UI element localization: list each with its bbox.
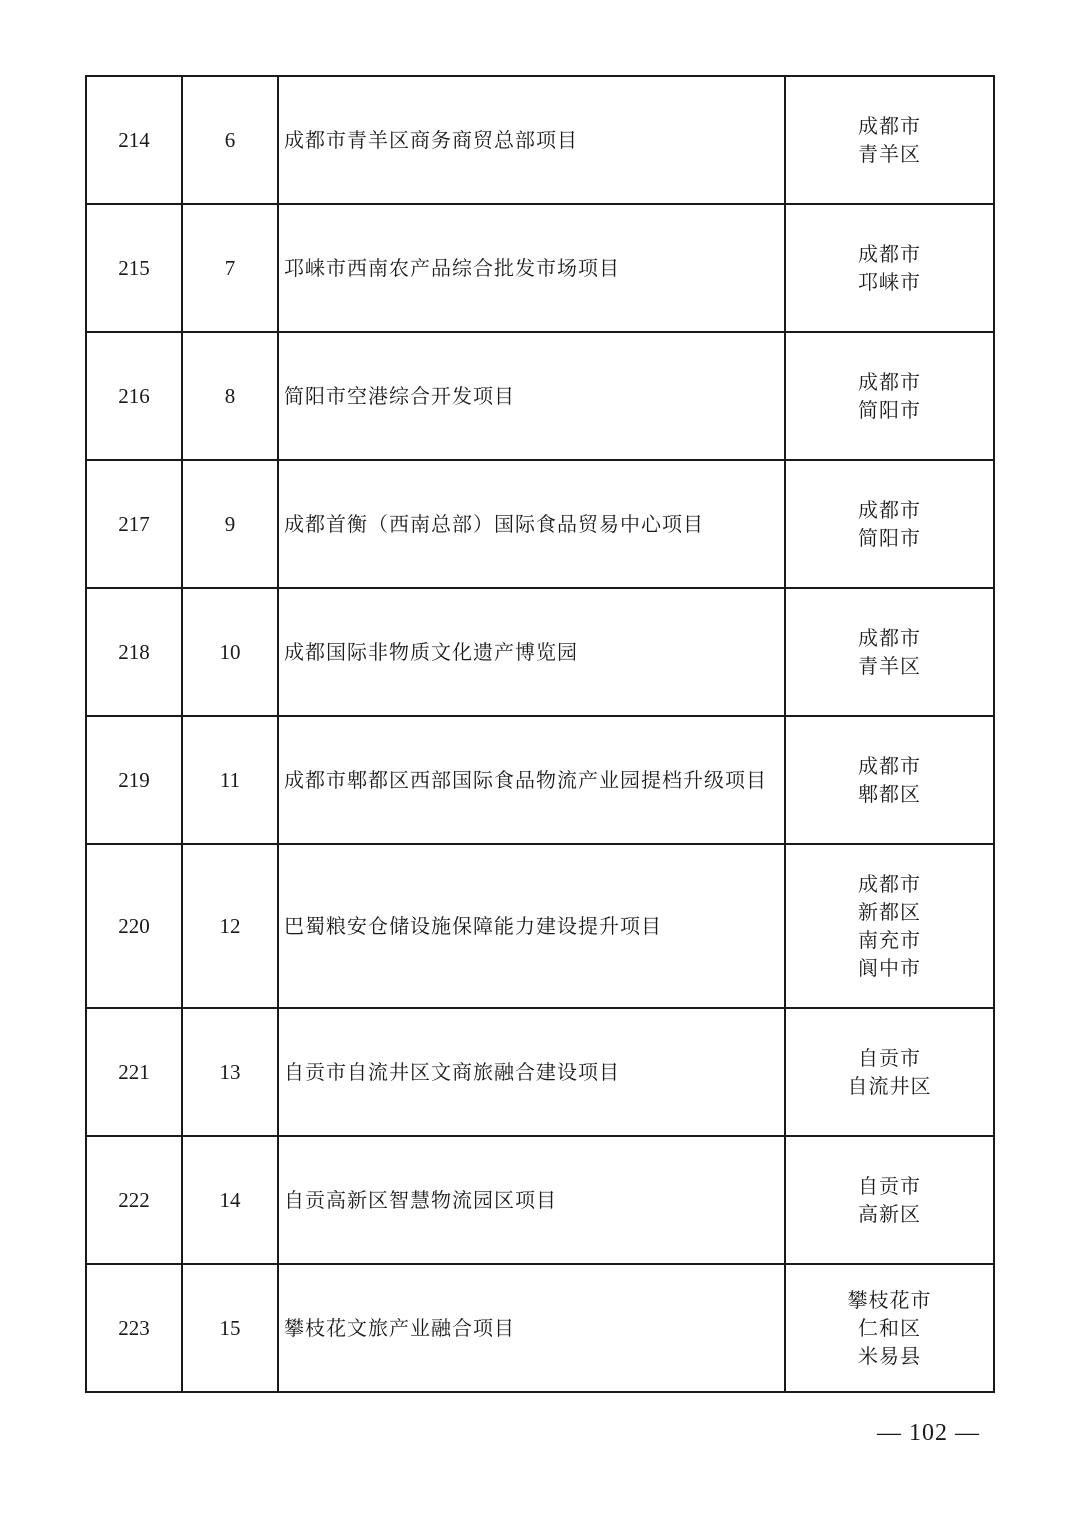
row-number: 222 xyxy=(86,1136,182,1264)
project-location xyxy=(785,588,994,716)
table-row xyxy=(86,332,994,460)
location-line: 攀枝花市 xyxy=(847,1288,932,1312)
row-number: 223 xyxy=(86,1264,182,1392)
sub-number: 12 xyxy=(182,844,278,1008)
project-location xyxy=(785,76,994,204)
location-line: 简阳市 xyxy=(858,526,921,550)
table-row xyxy=(86,76,994,204)
table-row xyxy=(86,1136,994,1264)
location-line: 南充市 xyxy=(858,928,921,952)
table-body xyxy=(86,76,994,1392)
project-name: 巴蜀粮安仓储设施保障能力建设提升项目 xyxy=(278,844,785,1008)
project-name: 成都市郫都区西部国际食品物流产业园提档升级项目 xyxy=(278,716,785,844)
project-location xyxy=(785,844,994,1008)
location-line: 成都市 xyxy=(858,242,921,266)
location-line: 成都市 xyxy=(858,498,921,522)
sub-number: 13 xyxy=(182,1008,278,1136)
location-line: 成都市 xyxy=(858,754,921,778)
project-name: 简阳市空港综合开发项目 xyxy=(278,332,785,460)
row-number: 220 xyxy=(86,844,182,1008)
location-line: 高新区 xyxy=(858,1202,921,1226)
project-name: 成都首衡（西南总部）国际食品贸易中心项目 xyxy=(278,460,785,588)
sub-number: 11 xyxy=(182,716,278,844)
location-line: 成都市 xyxy=(858,114,921,138)
table-row xyxy=(86,204,994,332)
project-name: 成都市青羊区商务商贸总部项目 xyxy=(278,76,785,204)
location-line: 自贡市 xyxy=(858,1174,921,1198)
location-line: 邛崃市 xyxy=(858,270,921,294)
location-line: 青羊区 xyxy=(858,654,921,678)
location-line: 青羊区 xyxy=(858,142,921,166)
sub-number: 9 xyxy=(182,460,278,588)
sub-number: 7 xyxy=(182,204,278,332)
location-line: 自贡市 xyxy=(858,1046,921,1070)
location-line: 米易县 xyxy=(858,1344,921,1368)
page-number: — 102 — xyxy=(877,1420,980,1446)
row-number: 217 xyxy=(86,460,182,588)
row-number: 216 xyxy=(86,332,182,460)
sub-number: 10 xyxy=(182,588,278,716)
row-number: 221 xyxy=(86,1008,182,1136)
location-line: 阆中市 xyxy=(858,956,921,980)
location-line: 简阳市 xyxy=(858,398,921,422)
location-line: 成都市 xyxy=(858,626,921,650)
sub-number: 15 xyxy=(182,1264,278,1392)
row-number: 214 xyxy=(86,76,182,204)
project-name: 成都国际非物质文化遗产博览园 xyxy=(278,588,785,716)
project-location xyxy=(785,1136,994,1264)
location-line: 自流井区 xyxy=(847,1074,932,1098)
row-number: 219 xyxy=(86,716,182,844)
sub-number: 8 xyxy=(182,332,278,460)
location-line: 郫都区 xyxy=(858,782,921,806)
project-location xyxy=(785,460,994,588)
sub-number: 14 xyxy=(182,1136,278,1264)
table-row xyxy=(86,1264,994,1392)
table-row xyxy=(86,460,994,588)
project-name: 攀枝花文旅产业融合项目 xyxy=(278,1264,785,1392)
project-location xyxy=(785,204,994,332)
project-name: 自贡高新区智慧物流园区项目 xyxy=(278,1136,785,1264)
table-row xyxy=(86,716,994,844)
location-line: 新都区 xyxy=(858,900,921,924)
location-line: 成都市 xyxy=(858,872,921,896)
location-line: 仁和区 xyxy=(858,1316,921,1340)
sub-number: 6 xyxy=(182,76,278,204)
row-number: 215 xyxy=(86,204,182,332)
table-row xyxy=(86,1008,994,1136)
project-location xyxy=(785,332,994,460)
location-line: 成都市 xyxy=(858,370,921,394)
project-name: 自贡市自流井区文商旅融合建设项目 xyxy=(278,1008,785,1136)
row-number: 218 xyxy=(86,588,182,716)
project-location xyxy=(785,1264,994,1392)
table-row xyxy=(86,844,994,1008)
project-table xyxy=(85,75,995,1393)
project-location xyxy=(785,716,994,844)
table-row xyxy=(86,588,994,716)
project-name: 邛崃市西南农产品综合批发市场项目 xyxy=(278,204,785,332)
project-location xyxy=(785,1008,994,1136)
